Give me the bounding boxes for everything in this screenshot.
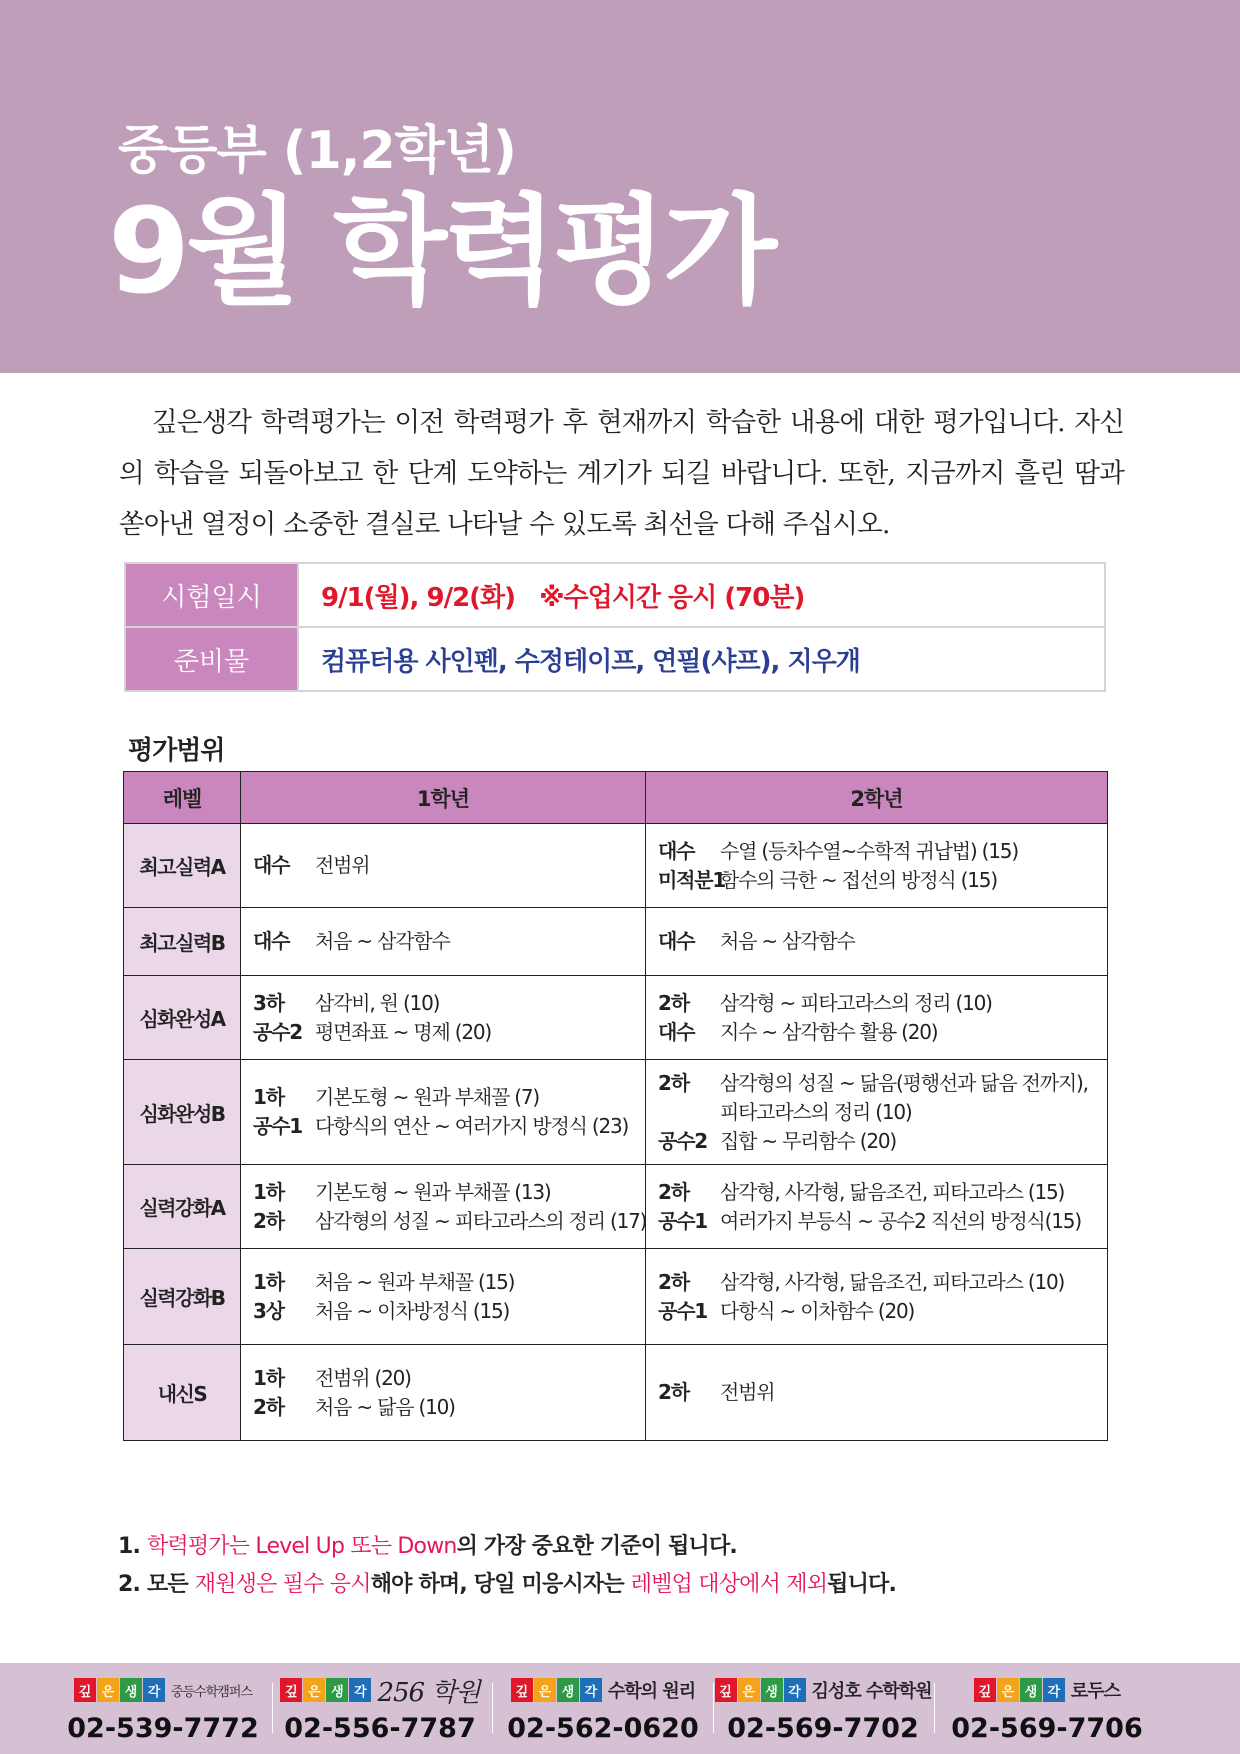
range-line	[658, 1268, 1097, 1297]
subject-label: 대수	[253, 929, 290, 953]
campus-brand	[713, 1675, 933, 1705]
range-row	[124, 1249, 1108, 1345]
range-text: 피타고라스의 정리 (10)	[720, 1099, 912, 1124]
note-number: 2.	[118, 1572, 147, 1597]
campus-contact	[937, 1675, 1157, 1744]
range-line	[253, 1207, 647, 1236]
exam-info-table	[124, 562, 1106, 692]
page-subtitle: 중등부 (1,2학년)	[118, 121, 516, 181]
range-line	[253, 1297, 635, 1326]
range-text: 처음 ~ 닮음 (10)	[315, 1394, 455, 1419]
range-text: 집합 ~ 무리함수 (20)	[720, 1128, 897, 1153]
supplies-row	[125, 627, 1105, 691]
grade2-cell	[646, 824, 1108, 908]
range-text: 지수 ~ 삼각함수 활용 (20)	[720, 1019, 938, 1044]
subject-label: 3상	[253, 1298, 284, 1323]
range-text: 삼각형, 사각형, 닮음조건, 피타고라스 (15)	[720, 1179, 1065, 1204]
grade2-cell	[646, 1165, 1108, 1249]
range-row	[124, 976, 1108, 1060]
range-line	[253, 1393, 635, 1422]
range-text: 삼각형의 성질 ~ 피타고라스의 정리 (17)	[315, 1208, 647, 1233]
subject-label: 2하	[658, 1269, 689, 1294]
footer	[0, 1663, 1240, 1754]
header-grade1: 1학년	[241, 772, 646, 824]
logo-block: 은	[534, 1678, 556, 1702]
level-cell: 심화완성B	[124, 1060, 241, 1165]
brand-logo	[74, 1678, 166, 1702]
grade2-cell	[646, 1060, 1108, 1165]
campus-contact	[713, 1675, 933, 1744]
range-line	[253, 1178, 635, 1207]
range-line	[253, 1268, 635, 1297]
grade1-cell	[241, 1165, 646, 1249]
grade1-cell	[241, 824, 646, 908]
range-line	[253, 851, 635, 880]
range-line	[658, 1127, 1097, 1156]
subject-label: 2하	[658, 1380, 689, 1404]
range-row	[124, 824, 1108, 908]
level-cell: 심화완성A	[124, 976, 241, 1060]
logo-block: 생	[326, 1678, 348, 1702]
subject-label: 3하	[253, 990, 284, 1015]
note-text: 됩니다.	[827, 1572, 897, 1597]
range-text: 기본도형 ~ 원과 부채꼴 (13)	[315, 1179, 551, 1204]
range-text: 함수의 극한 ~ 접선의 방정식 (15)	[720, 867, 997, 892]
range-line	[253, 1018, 635, 1047]
logo-block: 각	[349, 1678, 371, 1702]
header-banner	[0, 0, 1240, 373]
range-text: 평면좌표 ~ 명제 (20)	[315, 1019, 492, 1044]
subject-label: 2하	[658, 1070, 689, 1095]
range-line	[253, 1083, 635, 1112]
note-number: 1.	[118, 1534, 147, 1559]
logo-block: 깊	[280, 1678, 302, 1702]
logo-block: 은	[97, 1678, 119, 1702]
logo-block: 생	[557, 1678, 579, 1702]
range-row	[124, 1060, 1108, 1165]
campus-phone: 02-556-7787	[284, 1713, 476, 1744]
range-text: 여러가지 부등식 ~ 공수2 직선의 방정식(15)	[720, 1208, 1081, 1233]
campus-phone: 02-569-7702	[727, 1713, 919, 1744]
subject-label: 공수2	[253, 1019, 302, 1044]
range-text: 전범위	[720, 1380, 775, 1404]
note-line	[118, 1566, 896, 1604]
campus-brand	[937, 1675, 1157, 1705]
note-highlight: 학력평가는 Level Up 또는 Down	[146, 1534, 457, 1559]
campus-name: 김성호 수학학원	[811, 1681, 932, 1702]
range-line	[658, 989, 1097, 1018]
range-line	[658, 1069, 1097, 1098]
brand-logo	[715, 1678, 807, 1702]
subject-label: 공수1	[658, 1208, 707, 1233]
range-text: 기본도형 ~ 원과 부채꼴 (7)	[315, 1085, 539, 1109]
logo-block: 은	[738, 1678, 760, 1702]
brand-logo	[974, 1678, 1066, 1702]
note-text: 의 가장 중요한 기준이 됩니다.	[456, 1534, 737, 1559]
range-text: 삼각형의 성질 ~ 닮음(평행선과 닮음 전까지),	[720, 1070, 1088, 1095]
footer-divider	[713, 1683, 714, 1733]
range-line	[658, 1178, 1097, 1207]
campus-contact	[493, 1675, 713, 1744]
grade1-cell	[241, 1060, 646, 1165]
logo-block: 각	[784, 1678, 806, 1702]
campus-brand	[270, 1675, 490, 1708]
subject-label: 미적분1	[658, 867, 726, 892]
header-level: 레벨	[124, 772, 241, 824]
logo-block: 깊	[715, 1678, 737, 1702]
subject-label: 대수	[253, 853, 290, 877]
range-line	[253, 1364, 635, 1393]
footer-divider	[272, 1683, 273, 1733]
grade2-cell	[646, 908, 1108, 976]
range-header-row	[124, 772, 1108, 824]
logo-block: 깊	[511, 1678, 533, 1702]
range-section-title: 평가범위	[128, 736, 225, 766]
campus-name: 수학의 원리	[607, 1681, 696, 1702]
logo-block: 생	[1020, 1678, 1042, 1702]
range-text: 삼각형, 사각형, 닮음조건, 피타고라스 (10)	[720, 1269, 1065, 1294]
range-text: 삼각형 ~ 피타고라스의 정리 (10)	[720, 990, 992, 1015]
exam-date-value: 9/1(월), 9/2(화) ※수업시간 응시 (70분)	[298, 563, 1105, 627]
brand-logo	[280, 1678, 372, 1702]
range-line	[253, 1112, 635, 1141]
note-highlight: 레벨업 대상에서 제외	[630, 1572, 828, 1597]
level-cell: 최고실력B	[124, 908, 241, 976]
subject-label: 2하	[658, 990, 689, 1015]
level-cell: 실력강화A	[124, 1165, 241, 1249]
range-table	[123, 771, 1108, 1441]
campus-phone: 02-569-7706	[951, 1713, 1143, 1744]
logo-block: 생	[120, 1678, 142, 1702]
campus-name: 중등수학캠퍼스	[171, 1684, 252, 1700]
range-line	[658, 1018, 1097, 1047]
note-highlight: 재원생은 필수 응시	[194, 1572, 371, 1597]
page-title: 9월 학력평가	[108, 182, 774, 320]
range-line	[253, 927, 635, 956]
campus-name: 로두스	[1070, 1681, 1121, 1702]
subject-label: 대수	[658, 838, 695, 863]
range-line	[658, 1378, 1097, 1407]
subject-label: 공수2	[658, 1128, 707, 1153]
level-cell: 내신S	[124, 1345, 241, 1441]
range-text: 수열 (등차수열~수학적 귀납법) (15)	[720, 838, 1018, 863]
campus-contact	[270, 1675, 490, 1744]
range-text: 처음 ~ 삼각함수	[315, 929, 450, 953]
level-cell: 최고실력A	[124, 824, 241, 908]
header-grade2: 2학년	[646, 772, 1108, 824]
exam-date-row	[125, 563, 1105, 627]
campus-phone: 02-539-7772	[67, 1713, 259, 1744]
campus-phone: 02-562-0620	[507, 1713, 699, 1744]
grade1-cell	[241, 908, 646, 976]
campus-brand	[493, 1675, 713, 1705]
grade1-cell	[241, 1345, 646, 1441]
subject-label: 대수	[658, 1019, 695, 1044]
grade1-cell	[241, 976, 646, 1060]
subject-label: 공수1	[658, 1298, 707, 1323]
logo-block: 각	[580, 1678, 602, 1702]
range-text: 처음 ~ 삼각함수	[720, 929, 855, 953]
supplies-value: 컴퓨터용 사인펜, 수정테이프, 연필(샤프), 지우개	[298, 627, 1105, 691]
logo-block: 생	[761, 1678, 783, 1702]
range-row	[124, 1345, 1108, 1441]
range-line	[658, 866, 1097, 895]
subject-label: 2하	[253, 1394, 284, 1419]
campus-contact	[53, 1675, 273, 1744]
range-line	[658, 1207, 1097, 1236]
range-line	[658, 837, 1097, 866]
subject-label: 2하	[658, 1179, 689, 1204]
supplies-label: 준비물	[125, 627, 298, 691]
subject-label: 1하	[253, 1269, 284, 1294]
range-row	[124, 1165, 1108, 1249]
subject-label: 대수	[658, 929, 695, 953]
range-row	[124, 908, 1108, 976]
range-text: 처음 ~ 이차방정식 (15)	[315, 1298, 510, 1323]
grade2-cell	[646, 1249, 1108, 1345]
range-text: 전범위	[315, 853, 370, 877]
range-text: 처음 ~ 원과 부채꼴 (15)	[315, 1269, 515, 1294]
note-text: 모든	[146, 1572, 195, 1597]
range-text: 다항식의 연산 ~ 여러가지 방정식 (23)	[315, 1114, 629, 1138]
range-line	[658, 927, 1097, 956]
footer-divider	[492, 1683, 493, 1733]
grade1-cell	[241, 1249, 646, 1345]
intro-paragraph: 깊은생각 학력평가는 이전 학력평가 후 현재까지 학습한 내용에 대한 평가입니다. 자신의 학습을 되돌아보고 한 단계 도약하는 계기가 되길 바랍니다. 또한, 지금까지 흘린 땀과 쏟아낸 열정이 소중한 결실로 나타날 수 있도록 최선을 다해 주십시오.	[119, 407, 1124, 540]
range-line	[658, 1098, 1097, 1127]
logo-block: 깊	[974, 1678, 996, 1702]
grade2-cell	[646, 976, 1108, 1060]
campus-name: 256 학원	[377, 1677, 480, 1708]
campus-brand	[53, 1675, 273, 1705]
level-cell: 실력강화B	[124, 1249, 241, 1345]
subject-label: 1하	[253, 1365, 284, 1390]
range-line	[658, 1297, 1097, 1326]
range-text: 삼각비, 원 (10)	[315, 990, 440, 1015]
logo-block: 깊	[74, 1678, 96, 1702]
brand-logo	[511, 1678, 603, 1702]
subject-label: 공수1	[253, 1114, 302, 1138]
note-line	[118, 1528, 896, 1566]
range-text: 전범위 (20)	[315, 1365, 411, 1390]
subject-label: 2하	[253, 1208, 284, 1233]
range-line	[253, 989, 635, 1018]
subject-label: 1하	[253, 1179, 284, 1204]
notes	[118, 1528, 896, 1604]
logo-block: 각	[143, 1678, 165, 1702]
note-text: 해야 하며, 당일 미응시자는	[370, 1572, 631, 1597]
logo-block: 각	[1043, 1678, 1065, 1702]
footer-divider	[934, 1683, 935, 1733]
logo-block: 은	[997, 1678, 1019, 1702]
grade2-cell	[646, 1345, 1108, 1441]
exam-date-label: 시험일시	[125, 563, 298, 627]
range-text: 다항식 ~ 이차함수 (20)	[720, 1298, 915, 1323]
logo-block: 은	[303, 1678, 325, 1702]
subject-label: 1하	[253, 1085, 284, 1109]
